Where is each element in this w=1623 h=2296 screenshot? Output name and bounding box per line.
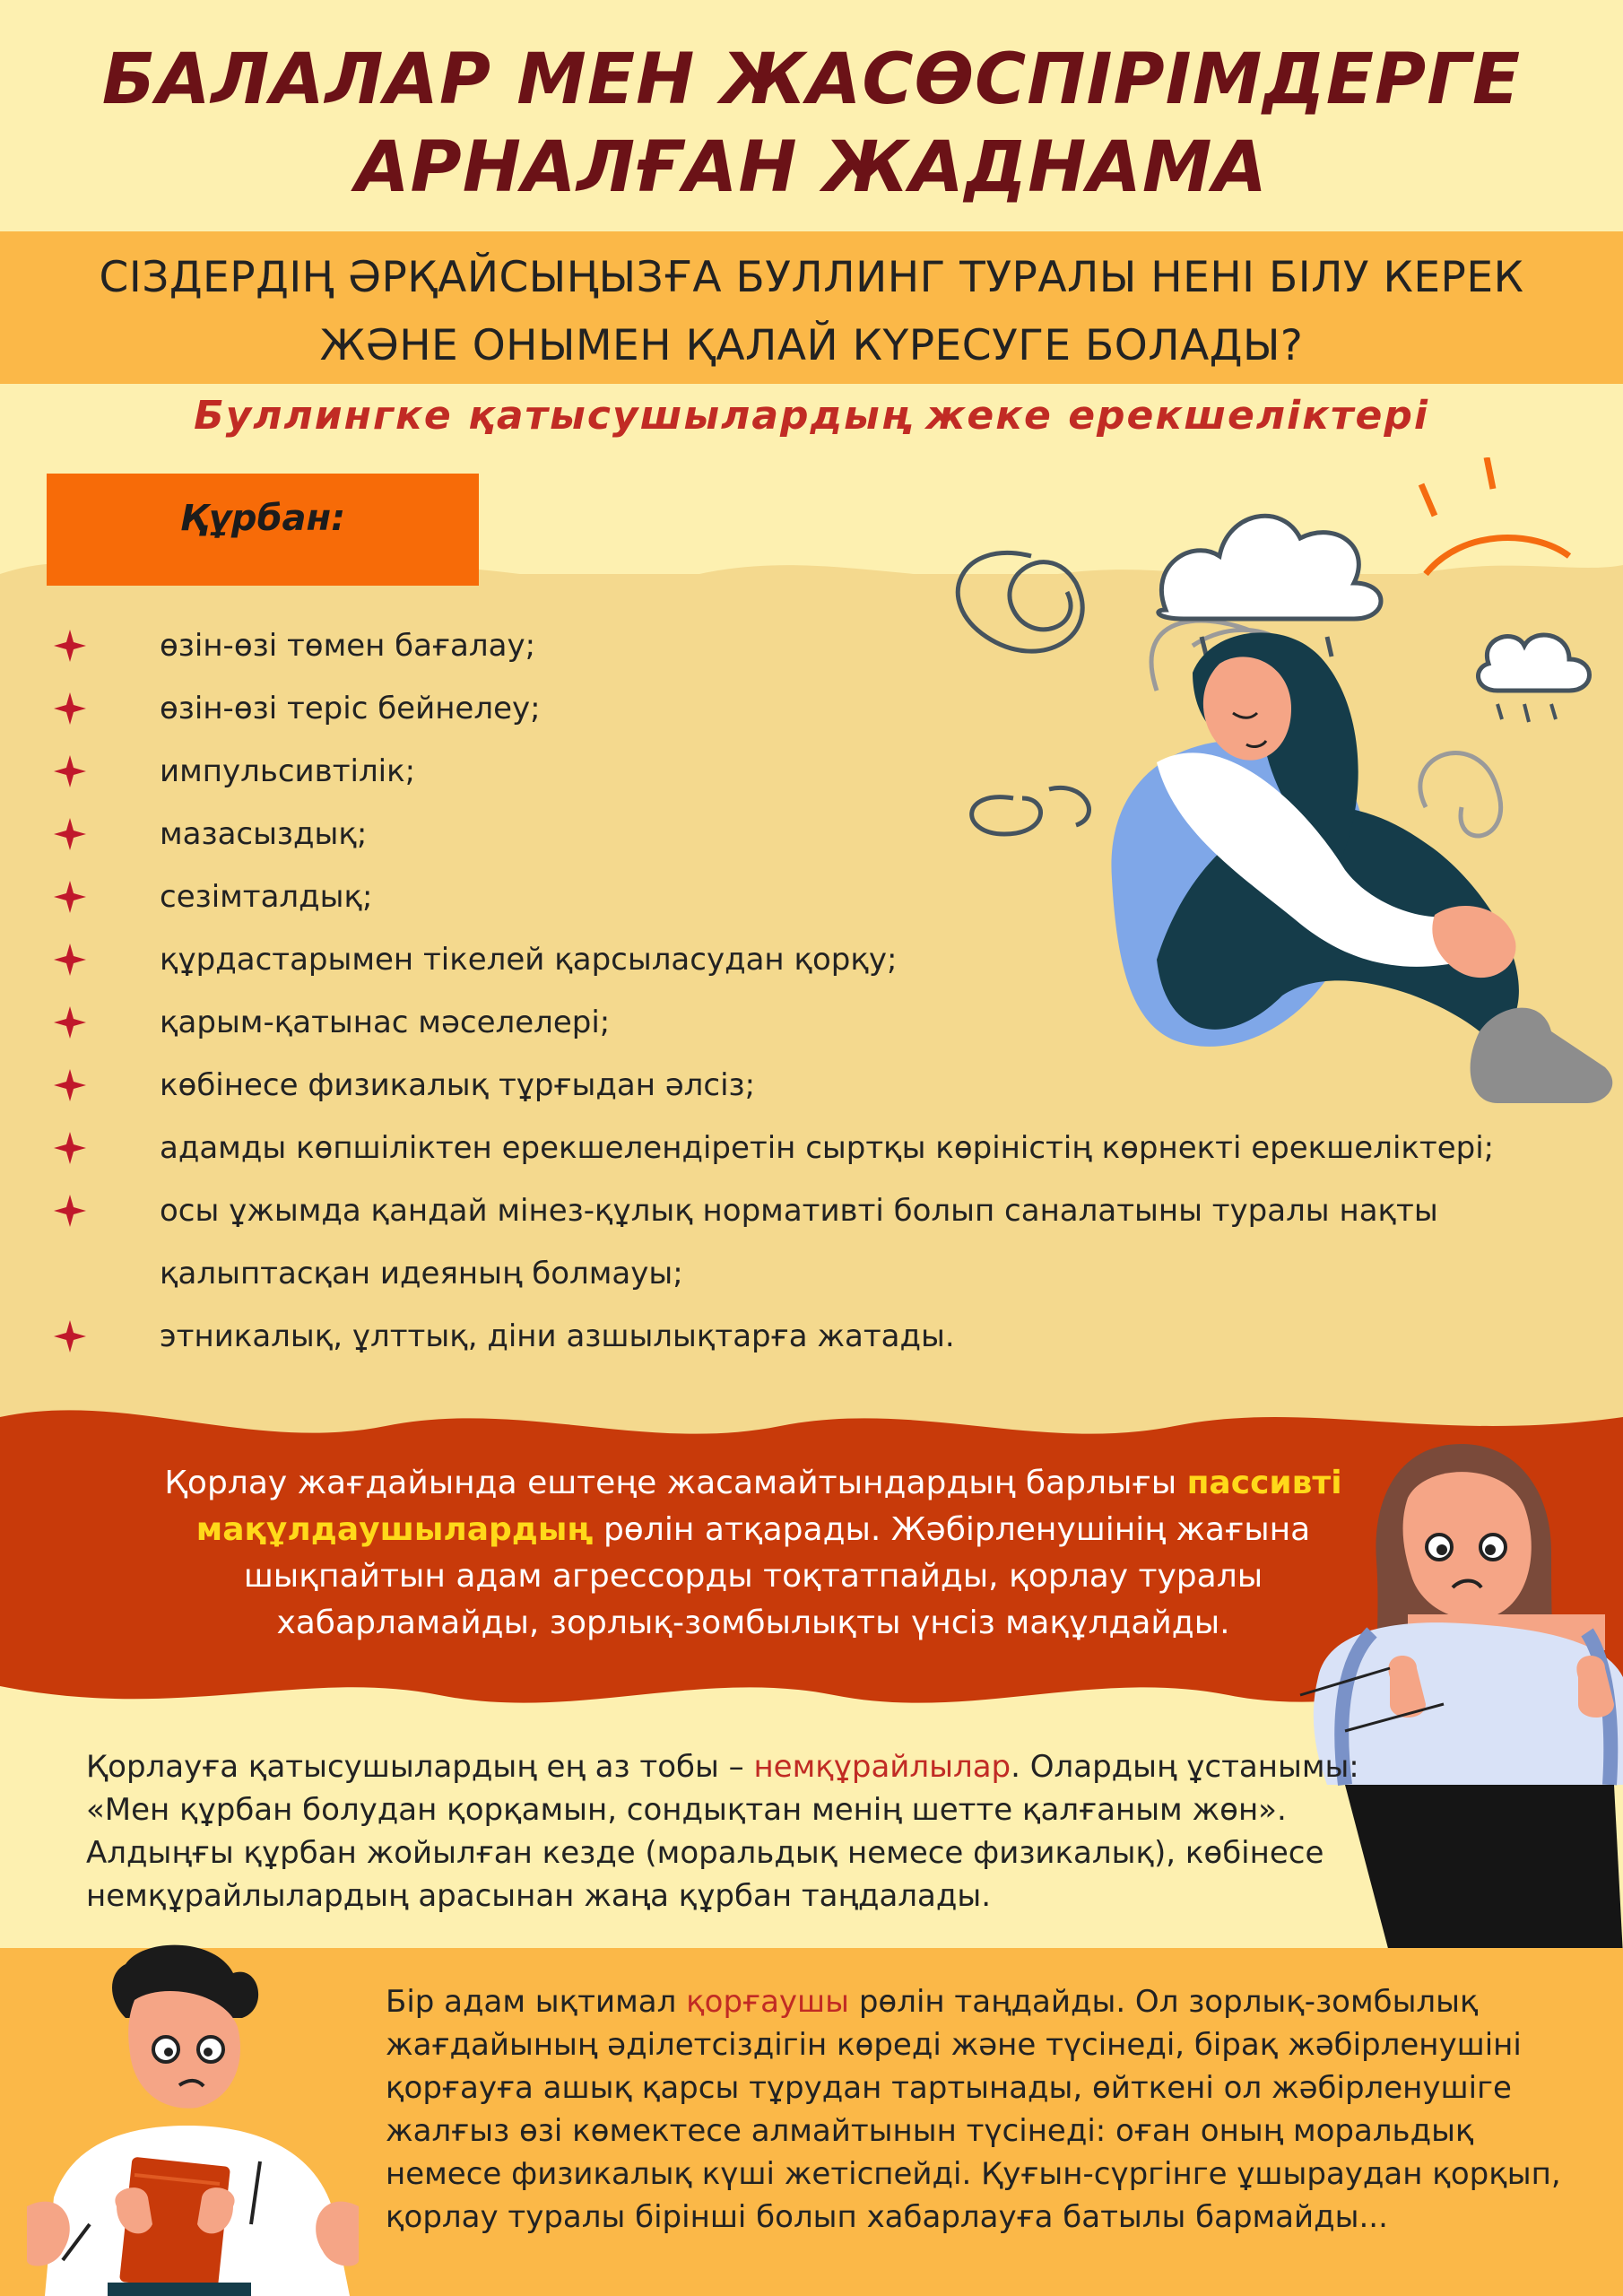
victim-label: Құрбан: bbox=[179, 498, 346, 539]
defender-text bbox=[386, 1980, 1592, 2239]
page-title bbox=[0, 36, 1623, 212]
passive-highlight-2: мақұлдаушылардың bbox=[195, 1511, 594, 1548]
four-point-star-icon bbox=[54, 1195, 86, 1227]
title-line-1: БАЛАЛАР МЕН ЖАСӨСПІРІМДЕРГЕ bbox=[101, 39, 1522, 120]
list-item-continuation bbox=[54, 1247, 1578, 1309]
list-item bbox=[54, 1184, 1578, 1247]
boy-holding-book-illustration bbox=[27, 1937, 386, 2296]
list-item bbox=[54, 1309, 1578, 1372]
passive-highlight-1: пассивті bbox=[1186, 1465, 1342, 1501]
rain-cloud-icon bbox=[1479, 635, 1590, 722]
sun-icon bbox=[1421, 457, 1569, 574]
four-point-star-icon bbox=[54, 1006, 86, 1039]
list-item-text: өзін-өзі теріс бейнелеу; bbox=[160, 691, 541, 726]
title-line-2: АРНАЛҒАН ЖАДНАМА bbox=[355, 127, 1268, 208]
list-item-text: адамды көпшіліктен ерекшелендіретін сыртқы көріністің көрнекті ерекшеліктері; bbox=[160, 1130, 1495, 1166]
list-item-text: осы ұжымда қандай мінез-құлық нормативті болып саналатыны туралы нақты bbox=[160, 1193, 1438, 1229]
defender-text-post: рөлін таңдайды. Ол зорлық-зомбылық жағдайының әділетсіздігін көреді және түсінеді, бірақ жәбірленушіні қорғауға ашық қарсы тұрудан тартынады, өйткені ол жәбірленушіге жалғыз өзі көмектесе алмайтынын түсінеді: оған оның моральдық немесе физикалық күші жетіспейді. Қуғын-сүргінге ұшыраудан қорқып, қорлау туралы бірінші болып хабарлауға батылы бармайды... bbox=[386, 1984, 1561, 2235]
indifferent-text bbox=[86, 1745, 1431, 1918]
indifferent-text-pre: Қорлауға қатысушылардың ең аз тобы – bbox=[86, 1749, 754, 1785]
list-item-text: импульсивтілік; bbox=[160, 753, 416, 789]
list-item-text: этникалық, ұлттық, діни азшылықтарға жатады. bbox=[160, 1318, 955, 1354]
passive-text-pre: Қорлау жағдайында ештеңе жасамайтындардың барлығы bbox=[164, 1465, 1187, 1501]
passive-text-post: рөлін атқарады. Жәбірленушінің жағына шықпайтын адам агрессорды тоқтатпайды, қорлау туралы хабарламайды, зорлық-зомбылықты үнсіз мақұлдайды. bbox=[243, 1511, 1311, 1641]
subtitle-line-1: СІЗДЕРДІҢ ӘРҚАЙСЫҢЫЗҒА БУЛЛИНГ ТУРАЛЫ НЕНІ БІЛУ КЕРЕК bbox=[99, 253, 1524, 302]
list-item-text: сезімталдық; bbox=[160, 879, 373, 915]
subtitle-line-2: ЖӘНЕ ОНЫМЕН ҚАЛАЙ КҮРЕСУГЕ БОЛАДЫ? bbox=[319, 321, 1304, 370]
list-item-text: қалыптасқан идеяның болмауы; bbox=[160, 1256, 683, 1292]
scribble-icon bbox=[958, 552, 1089, 834]
defender-text-pre: Бір адам ықтимал bbox=[386, 1984, 687, 2020]
list-item-text: мазасыздық; bbox=[160, 816, 368, 852]
four-point-star-icon bbox=[54, 630, 86, 662]
section-heading: Буллингке қатысушылардың жеке ерекшеліктері bbox=[194, 393, 1429, 439]
sad-girl-hugging-knees-illustration bbox=[924, 457, 1623, 1139]
list-item-text: көбінесе физикалық тұрғыдан әлсіз; bbox=[160, 1067, 756, 1103]
defender-highlight: қорғаушы bbox=[686, 1984, 850, 2020]
indifferent-text-post: . Олардың ұстанымы: «Мен құрбан болудан қорқамын, сондықтан менің шетте қалғаным жөн». Алдыңғы құрбан жойылған кезде (моральдық немесе физикалық), көбінесе немқұрайлылардың арасынан жаңа құрбан таңдалады. bbox=[86, 1749, 1359, 1914]
four-point-star-icon bbox=[54, 692, 86, 725]
four-point-star-icon bbox=[54, 1069, 86, 1101]
list-item-text: қарым-қатынас мәселелері; bbox=[160, 1004, 611, 1040]
four-point-star-icon bbox=[54, 881, 86, 913]
list-item-text: өзін-өзі төмен бағалау; bbox=[160, 628, 536, 664]
indifferent-highlight: немқұрайлылар bbox=[753, 1749, 1011, 1785]
subtitle bbox=[0, 244, 1623, 380]
four-point-star-icon bbox=[54, 944, 86, 976]
four-point-star-icon bbox=[54, 818, 86, 850]
four-point-star-icon bbox=[54, 755, 86, 787]
list-item-text: құрдастарымен тікелей қарсыласудан қорқу; bbox=[160, 942, 898, 978]
passive-approvers-text bbox=[161, 1460, 1345, 1647]
four-point-star-icon bbox=[54, 1132, 86, 1164]
four-point-star-icon bbox=[54, 1320, 86, 1352]
